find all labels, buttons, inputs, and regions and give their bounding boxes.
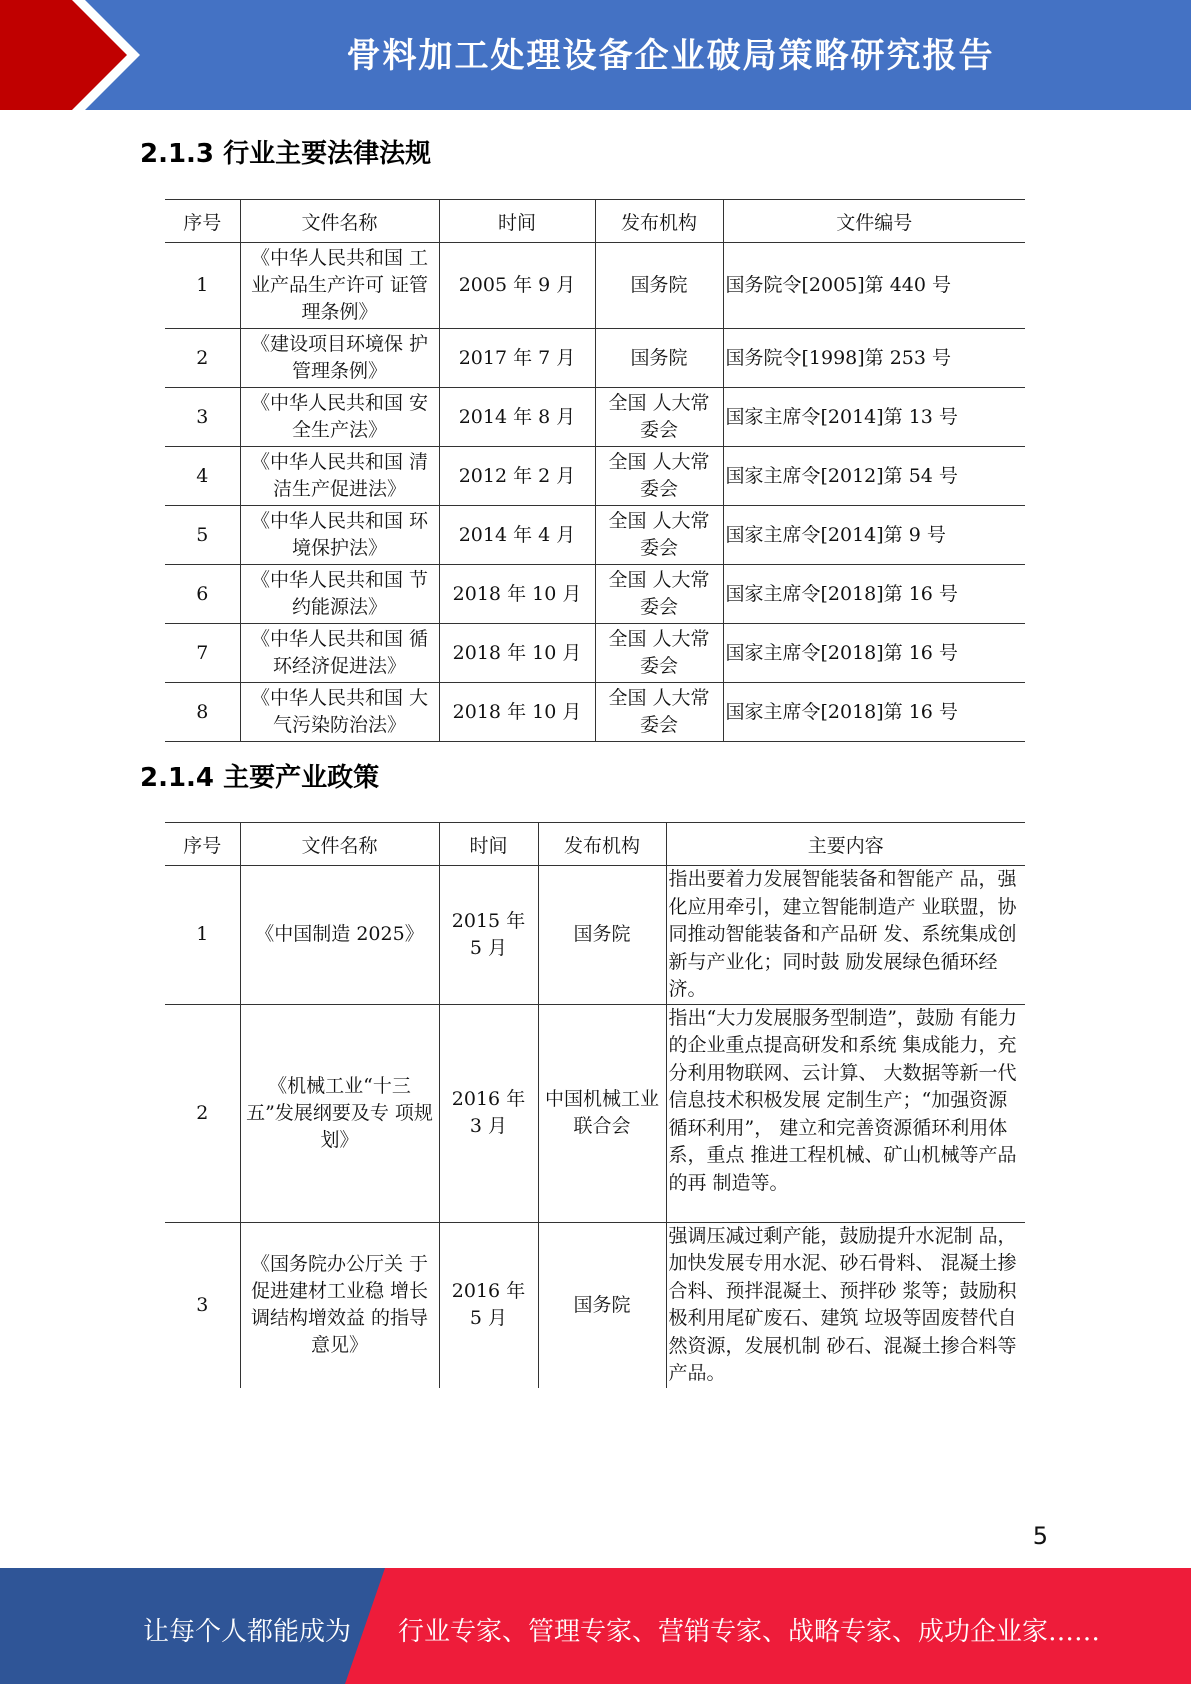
document-issuer: 全国 人大常委会 [595, 506, 723, 565]
document-issuer: 国务院 [595, 329, 723, 388]
document-date: 2014 年 4 月 [439, 506, 595, 565]
row-number: 7 [165, 624, 240, 683]
document-issuer: 全国 人大常委会 [595, 388, 723, 447]
row-number: 3 [196, 1293, 209, 1316]
row-number: 2 [165, 329, 240, 388]
document-code: 国家主席令[2014]第 13 号 [723, 388, 1025, 447]
document-date: 2015 年 5 月 [439, 866, 538, 1005]
row-number: 1 [165, 243, 240, 329]
document-name: 《国务院办公厅关 于促进建材工业稳 增长调结构增效益 的指导意见》 [240, 1222, 439, 1388]
table-row [165, 565, 1025, 624]
column-header: 发布机构 [595, 200, 723, 243]
column-header: 序号 [165, 823, 240, 866]
table-row [165, 447, 1025, 506]
column-header: 文件编号 [723, 200, 1025, 243]
document-name: 《建设项目环境保 护管理条例》 [240, 329, 439, 388]
document-name: 《中华人民共和国 清洁生产促进法》 [240, 447, 439, 506]
document-date: 2016 年 3 月 [439, 1004, 538, 1222]
document-code: 国家主席令[2018]第 16 号 [723, 565, 1025, 624]
document-name: 《中华人民共和国 环境保护法》 [240, 506, 439, 565]
section-heading-laws: 2.1.3 行业主要法律法规 [140, 139, 432, 169]
column-header: 序号 [165, 200, 240, 243]
document-code: 国务院令[2005]第 440 号 [723, 243, 1025, 329]
policy-content: 指出“大力发展服务型制造”，鼓励 有能力的企业重点提高研发和系统 集成能力，充分利用物联网、云计算、 大数据等新一代信息技术积极发展 定制生产；“加强资源循环利用”， 建立和完善资源循环利用体系，重点 推进工程机械、矿山机械等产品的再 制造等。 [666, 1004, 1025, 1222]
row-number: 5 [165, 506, 240, 565]
document-code: 国家主席令[2014]第 9 号 [723, 506, 1025, 565]
table-row [165, 866, 1025, 1005]
table-row [165, 388, 1025, 447]
table-row [165, 329, 1025, 388]
document-date: 2014 年 8 月 [439, 388, 595, 447]
page-number: 5 [1032, 1522, 1048, 1550]
table-row [165, 1222, 1025, 1388]
row-number: 8 [165, 683, 240, 742]
table-header-row [165, 200, 1025, 243]
document-issuer: 中国机械工业联合会 [538, 1004, 666, 1222]
column-header: 发布机构 [538, 823, 666, 866]
table-row [165, 243, 1025, 329]
row-number: 3 [165, 388, 240, 447]
document-name: 《中华人民共和国 工业产品生产许可 证管理条例》 [240, 243, 439, 329]
document-name: 《中华人民共和国 节约能源法》 [240, 565, 439, 624]
column-header: 时间 [439, 823, 538, 866]
document-issuer: 全国 人大常委会 [595, 683, 723, 742]
document-code: 国务院令[1998]第 253 号 [723, 329, 1025, 388]
document-date: 2018 年 10 月 [439, 624, 595, 683]
document-name: 《机械工业“十三五”发展纲要及专 项规划》 [240, 1004, 439, 1222]
footer-slogan-left: 让每个人都能成为 [143, 1617, 352, 1647]
page-title: 骨料加工处理设备企业破局策略研究报告 [346, 36, 995, 76]
document-issuer: 国务院 [538, 866, 666, 1005]
row-number: 1 [165, 866, 240, 1005]
document-code: 国家主席令[2018]第 16 号 [723, 683, 1025, 742]
document-issuer: 国务院 [538, 1222, 666, 1388]
row-number: 6 [165, 565, 240, 624]
column-header: 文件名称 [240, 200, 439, 243]
column-header: 主要内容 [666, 823, 1025, 866]
column-header: 时间 [439, 200, 595, 243]
document-date: 2017 年 7 月 [439, 329, 595, 388]
document-date: 2018 年 10 月 [439, 565, 595, 624]
table-header-row [165, 823, 1025, 866]
policies-table [165, 822, 1025, 1388]
document-issuer: 国务院 [595, 243, 723, 329]
policy-content: 强调压减过剩产能，鼓励提升水泥制 品，加快发展专用水泥、砂石骨料、 混凝土掺合料、预拌混凝土、预拌砂 浆等；鼓励积极利用尾矿废石、建筑 垃圾等固废替代自然资源，发展机制 砂石、混凝土掺合料等产品。 [666, 1222, 1025, 1388]
document-issuer: 全国 人大常委会 [595, 447, 723, 506]
table-row [165, 1004, 1025, 1222]
header-chevron-logo [0, 0, 160, 110]
document-issuer: 全国 人大常委会 [595, 565, 723, 624]
document-code: 国家主席令[2012]第 54 号 [723, 447, 1025, 506]
document-code: 国家主席令[2018]第 16 号 [723, 624, 1025, 683]
document-name: 《中华人民共和国 循环经济促进法》 [240, 624, 439, 683]
section-heading-policies: 2.1.4 主要产业政策 [140, 763, 380, 793]
table-row [165, 683, 1025, 742]
laws-table [165, 199, 1025, 742]
row-number: 4 [165, 447, 240, 506]
footer-slogan-right: 行业专家、管理专家、营销专家、战略专家、成功企业家…… [398, 1617, 1101, 1647]
document-date: 2012 年 2 月 [439, 447, 595, 506]
table-row [165, 624, 1025, 683]
document-date: 2005 年 9 月 [439, 243, 595, 329]
document-date: 2018 年 10 月 [439, 683, 595, 742]
row-number: 2 [165, 1004, 240, 1222]
document-issuer: 全国 人大常委会 [595, 624, 723, 683]
document-name: 《中华人民共和国 大气污染防治法》 [240, 683, 439, 742]
document-name: 《中国制造 2025》 [240, 866, 439, 1005]
table-row [165, 506, 1025, 565]
document-name: 《中华人民共和国 安全生产法》 [240, 388, 439, 447]
column-header: 文件名称 [240, 823, 439, 866]
policy-content: 指出要着力发展智能装备和智能产 品，强化应用牵引，建立智能制造产 业联盟，协同推动智能装备和产品研 发、系统集成创新与产业化；同时鼓 励发展绿色循环经济。 [666, 866, 1025, 1005]
document-date: 2016 年 5 月 [439, 1222, 538, 1388]
